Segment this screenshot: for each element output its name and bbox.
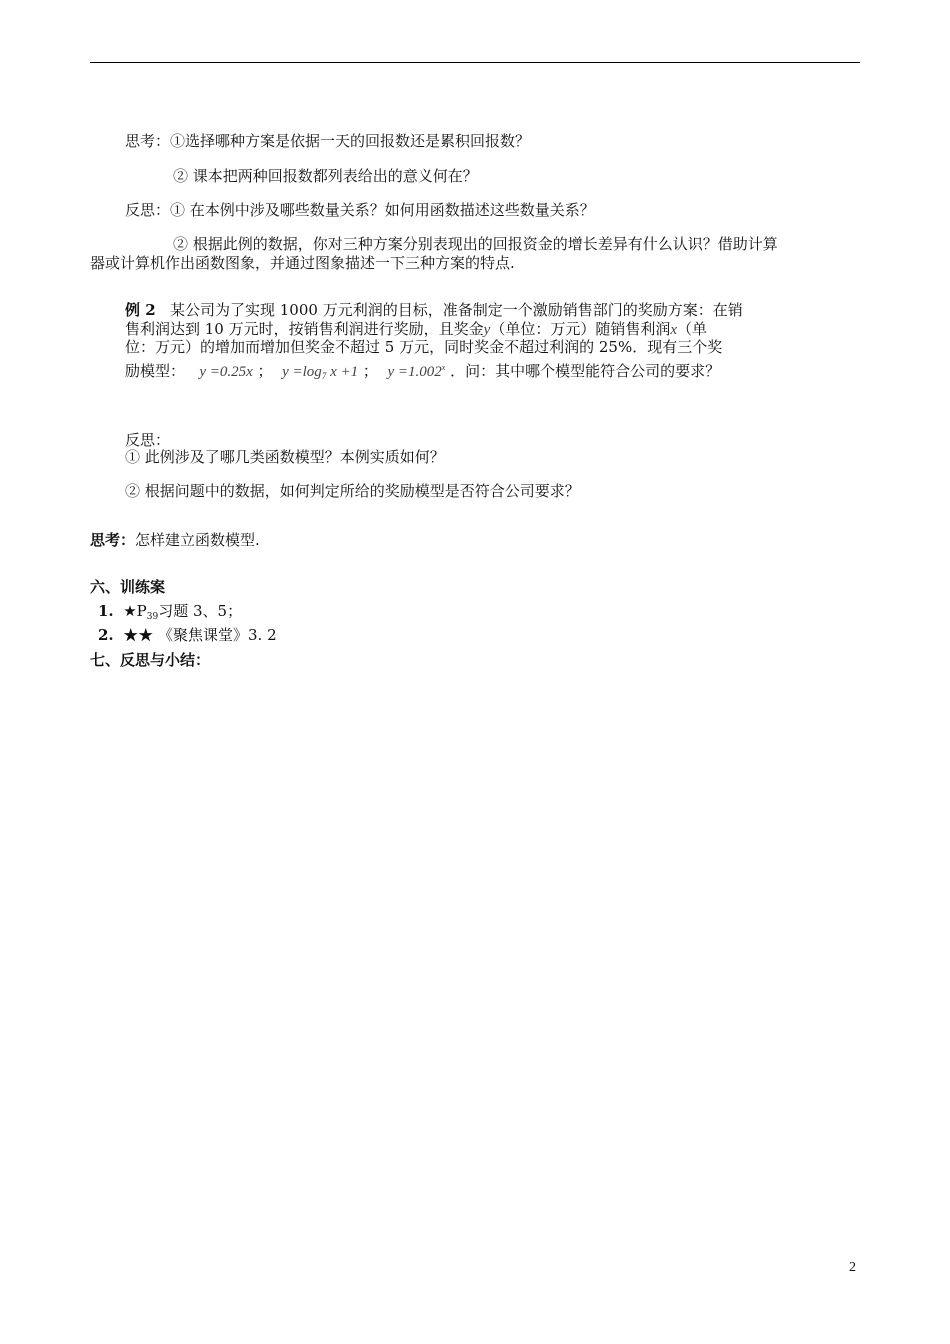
header-rule [90, 62, 860, 63]
variable-y: y [483, 322, 491, 338]
model-linear: y =0.25x [199, 364, 253, 380]
star-icon: ★★ [123, 626, 154, 644]
example-2-label: 例 2 [125, 301, 156, 319]
think-question-2: ② 课本把两种回报数都列表给出的意义何在？ [173, 167, 478, 185]
variable-x: x [670, 322, 677, 338]
think-2-text: 怎样建立函数模型. [135, 531, 260, 549]
reflect-2-question-1: ① 此例涉及了哪几类函数模型？本例实质如何？ [125, 448, 445, 466]
reflect-question-2-cont: 器或计算机作出函数图象，并通过图象描述一下三种方案的特点. [90, 254, 515, 272]
training-item-2: 2. ★★ 《聚焦课堂》3. 2 [98, 626, 277, 644]
think-2 [90, 530, 260, 550]
models-prefix: 励模型： [125, 362, 186, 380]
example-2-text-2c: （单 [677, 320, 708, 338]
example-2-line-3: 位：万元）的增加而增加但奖金不超过 5 万元，同时奖金不超过利润的 25%．现有三个奖 [125, 338, 723, 356]
star-icon: ★ [123, 602, 137, 620]
training-item-1: 1. $★P_{39}$习题 3、5； [98, 602, 243, 622]
think-question-1: 思考：①选择哪种方案是依据一天的回报数还是累积回报数？ [125, 132, 531, 150]
separator: ； [362, 362, 378, 380]
page-number: 2 [849, 1260, 856, 1275]
section-7-title: 七、反思与小结： [90, 651, 211, 669]
example-2-text-2a: 售利润达到 10 万元时，按销售利润进行奖励，且奖金 [125, 320, 484, 338]
think-2-label: 思考： [90, 531, 136, 549]
separator: ； [257, 362, 273, 380]
reflect-question-1: 反思：① 在本例中涉及哪些数量关系？如何用函数描述这些数量关系？ [125, 201, 595, 219]
section-6-title: 六、训练案 [90, 578, 166, 596]
example-2-text-2b: （单位：万元）随销售利润 [490, 320, 671, 338]
reflect-2-title: 反思： [125, 431, 171, 449]
model-exp: $y =1.002^x$ [387, 363, 446, 380]
models-question: ．问：其中哪个模型能符合公司的要求？ [450, 362, 721, 380]
example-2-text-1: 某公司为了实现 1000 万元利润的目标，准备制定一个激励销售部门的奖励方案：在销 [169, 301, 743, 319]
example-2-line-4 [125, 358, 720, 386]
model-log: $y =\log_7$ x +1 [282, 364, 359, 381]
example-2-line-1 [125, 300, 743, 320]
reflect-2-question-2: ② 根据问题中的数据，如何判定所给的奖励模型是否符合公司要求？ [125, 482, 580, 500]
reflect-question-2: ② 根据此例的数据，你对三种方案分别表现出的回报资金的增长差异有什么认识？借助计算 [173, 235, 778, 253]
